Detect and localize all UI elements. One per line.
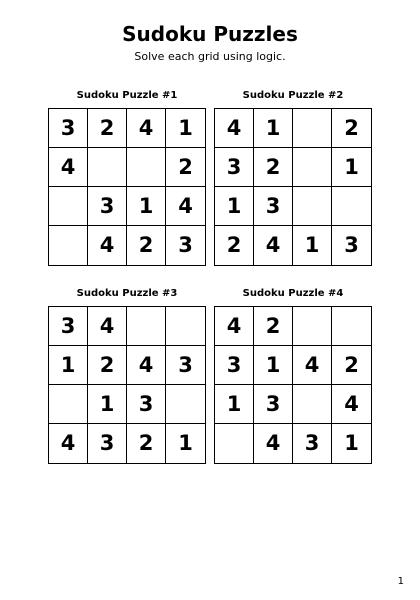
sudoku-cell <box>49 385 88 424</box>
sudoku-cell <box>293 385 332 424</box>
sudoku-cell: 3 <box>293 424 332 463</box>
sudoku-cell <box>88 148 127 187</box>
sudoku-cell <box>127 307 166 346</box>
sudoku-cell: 2 <box>88 346 127 385</box>
sudoku-puzzle-1 <box>48 90 206 266</box>
sudoku-cell: 1 <box>344 431 359 455</box>
sudoku-cell <box>166 385 205 424</box>
sudoku-cell: 4 <box>332 385 371 424</box>
sudoku-cell: 1 <box>88 385 127 424</box>
page-number: 1 <box>397 576 404 587</box>
sudoku-cell: 1 <box>254 109 293 148</box>
sudoku-cell: 3 <box>215 148 254 187</box>
sudoku-cell: 4 <box>127 346 166 385</box>
sudoku-puzzle-3 <box>48 288 206 464</box>
sudoku-cell: 3 <box>344 233 359 257</box>
sudoku-cell <box>166 307 205 346</box>
sudoku-cell: 1 <box>127 187 166 226</box>
sudoku-cell: 4 <box>293 346 332 385</box>
sudoku-cell: 3 <box>49 307 88 346</box>
sudoku-cell: 1 <box>178 431 193 455</box>
sudoku-cell: 1 <box>332 148 371 187</box>
sudoku-cell: 4 <box>215 109 254 148</box>
sudoku-cell: 3 <box>127 385 166 424</box>
sudoku-cell <box>127 148 166 187</box>
sudoku-cell <box>215 424 254 463</box>
sudoku-cell: 2 <box>254 307 293 346</box>
sudoku-grid <box>48 306 206 464</box>
sudoku-cell: 3 <box>88 187 127 226</box>
sudoku-cell <box>332 187 371 226</box>
puzzle-title: Sudoku Puzzle #1 <box>76 90 178 101</box>
sudoku-cell: 4 <box>49 148 88 187</box>
sudoku-cell: 3 <box>49 109 88 148</box>
sudoku-cell: 4 <box>49 424 88 463</box>
sudoku-cell: 2 <box>88 109 127 148</box>
sudoku-grid <box>48 108 206 266</box>
sudoku-cell: 2 <box>254 148 293 187</box>
sudoku-grid <box>214 306 372 464</box>
sudoku-puzzle-2 <box>214 90 372 266</box>
sudoku-cell: 3 <box>215 346 254 385</box>
page-subtitle: Solve each grid using logic. <box>134 50 286 63</box>
sudoku-puzzle-4 <box>214 288 372 464</box>
sudoku-cell: 1 <box>49 346 88 385</box>
sudoku-cell <box>293 187 332 226</box>
sudoku-cell <box>332 307 371 346</box>
sudoku-cell: 4 <box>88 226 127 265</box>
puzzle-title: Sudoku Puzzle #3 <box>76 288 178 299</box>
sudoku-cell <box>293 109 332 148</box>
sudoku-cell: 4 <box>215 307 254 346</box>
sudoku-cell: 4 <box>166 187 205 226</box>
sudoku-cell: 2 <box>215 226 254 265</box>
sudoku-cell: 4 <box>127 109 166 148</box>
puzzle-title: Sudoku Puzzle #4 <box>242 288 344 299</box>
sudoku-cell: 2 <box>166 148 205 187</box>
sudoku-cell: 1 <box>254 346 293 385</box>
sudoku-grid <box>214 108 372 266</box>
sudoku-cell <box>293 307 332 346</box>
sudoku-cell: 3 <box>254 187 293 226</box>
sudoku-cell <box>49 226 88 265</box>
sudoku-cell: 2 <box>127 424 166 463</box>
sudoku-cell: 2 <box>332 346 371 385</box>
sudoku-cell: 4 <box>254 226 293 265</box>
puzzle-title: Sudoku Puzzle #2 <box>242 90 344 101</box>
page-title: Sudoku Puzzles <box>122 22 298 46</box>
sudoku-cell: 3 <box>88 424 127 463</box>
sudoku-cell: 1 <box>293 226 332 265</box>
sudoku-cell: 3 <box>254 385 293 424</box>
sudoku-cell: 2 <box>332 109 371 148</box>
sudoku-cell <box>293 148 332 187</box>
sudoku-cell: 3 <box>178 233 193 257</box>
sudoku-cell: 3 <box>166 346 205 385</box>
sudoku-cell: 4 <box>88 307 127 346</box>
sudoku-cell: 1 <box>215 385 254 424</box>
sudoku-cell <box>49 187 88 226</box>
sudoku-cell: 1 <box>215 187 254 226</box>
sudoku-cell: 1 <box>166 109 205 148</box>
sudoku-cell: 4 <box>254 424 293 463</box>
sudoku-cell: 2 <box>127 226 166 265</box>
